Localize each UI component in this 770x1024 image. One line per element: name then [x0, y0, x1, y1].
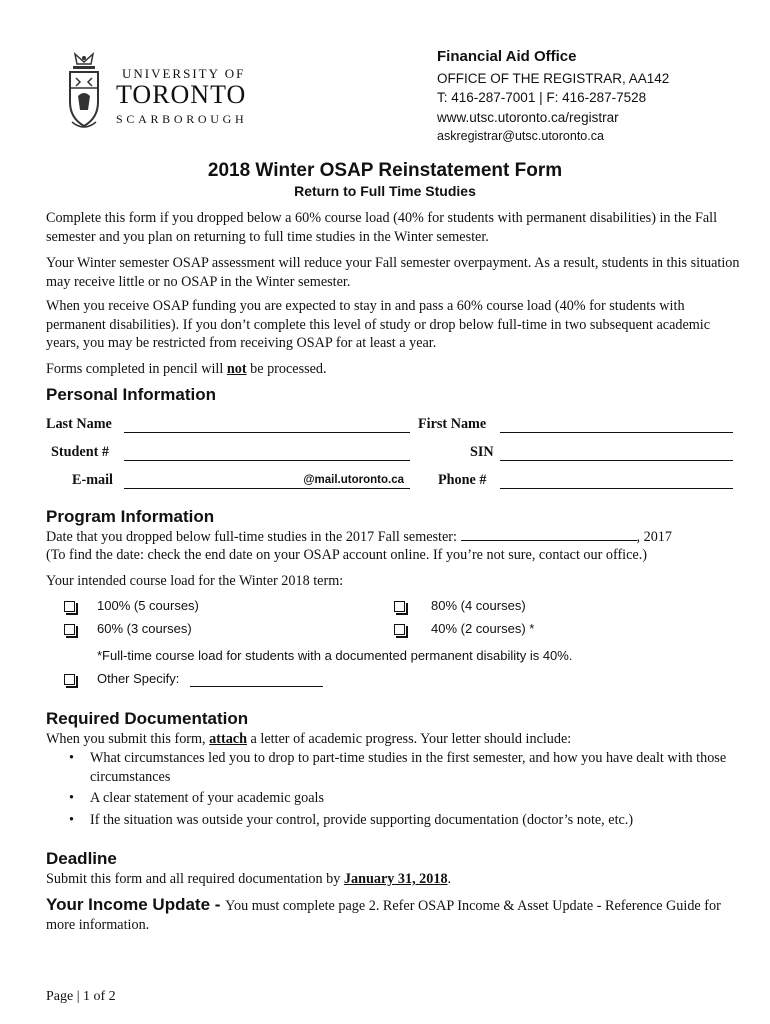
list-item: • If the situation was outside your control, provide supporting documentation (doctor’s note, etc.)	[46, 811, 736, 830]
course-load-prompt: Your intended course load for the Winter 2018 term:	[46, 573, 344, 589]
office-contact-block	[437, 47, 757, 147]
email-label: E-mail	[72, 472, 113, 488]
option-60-percent-label: 60% (3 courses)	[97, 621, 192, 636]
form-subtitle: Return to Full Time Studies	[294, 183, 476, 199]
intro-paragraph-3: When you receive OSAP funding you are expected to stay in and pass a 60% course load (40% for students with permanent disabilities). If you don’t complete this level of study or drop below full-time in two subsequent academic years, you may be restricted from receiving OSAP for at least a year.	[46, 298, 711, 351]
checkbox-80-percent[interactable]	[394, 601, 405, 612]
required-docs-list	[46, 749, 736, 829]
university-logo	[60, 44, 250, 134]
drop-date-year: , 2017	[636, 529, 672, 545]
last-name-label: Last Name	[46, 416, 112, 432]
phone-field[interactable]	[500, 472, 733, 489]
deadline-date: January 31, 2018	[343, 871, 448, 887]
deadline-text-pre: Submit this form and all required documentation by	[46, 871, 344, 887]
drop-date-prompt: Date that you dropped below full-time studies in the 2017 Fall semester:	[46, 529, 461, 545]
required-docs-intro-pre: When you submit this form,	[46, 731, 210, 747]
disability-footnote: *Full-time course load for students with a documented permanent disability is 40%.	[97, 648, 573, 663]
deadline-heading: Deadline	[46, 849, 117, 868]
last-name-field[interactable]	[124, 416, 410, 433]
student-number-label: Student #	[51, 444, 109, 460]
intro-paragraph-1: Complete this form if you dropped below a 60% course load (40% for students with permanent disabilities) in the Fall semester and you plan on returning to full time studies in the Winter semester.	[46, 210, 718, 245]
checkbox-60-percent[interactable]	[64, 624, 75, 635]
sin-label: SIN	[470, 444, 494, 460]
pencil-notice-post: be processed.	[246, 361, 327, 377]
phone-label: Phone #	[438, 472, 487, 488]
drop-date-note: (To find the date: check the end date on your OSAP account online. If you’re not sure, contact our office.)	[46, 547, 647, 563]
option-100-percent-label: 100% (5 courses)	[97, 598, 199, 613]
first-name-field[interactable]	[500, 416, 733, 433]
office-email[interactable]: askregistrar@utsc.utoronto.ca	[437, 129, 604, 143]
deadline-text	[46, 870, 746, 889]
list-item: • What circumstances led you to drop to part-time studies in the first semester, and how you have dealt with those circumstances	[46, 749, 736, 786]
list-item: • A clear statement of your academic goals	[46, 789, 736, 808]
option-other-label: Other Specify:	[97, 671, 180, 686]
income-update-block	[46, 896, 746, 934]
deadline-text-post: .	[447, 871, 452, 887]
office-address: OFFICE OF THE REGISTRAR, AA142	[437, 70, 670, 86]
email-field[interactable]	[124, 472, 410, 489]
logo-toronto: TORONTO	[116, 80, 247, 109]
pencil-notice	[46, 360, 746, 379]
page-number: Page | 1 of 2	[46, 989, 116, 1004]
sin-field[interactable]	[500, 444, 733, 461]
office-title: Financial Aid Office	[437, 48, 577, 65]
program-info-heading: Program Information	[46, 507, 215, 526]
pencil-notice-pre: Forms completed in pencil will	[46, 361, 227, 377]
other-specify-field[interactable]	[190, 670, 323, 687]
office-phone-fax: T: 416-287-7001 | F: 416-287-7528	[437, 90, 647, 105]
email-domain-suffix: @mail.utoronto.ca	[303, 474, 404, 486]
first-name-label: First Name	[418, 416, 487, 432]
option-80-percent-label: 80% (4 courses)	[431, 598, 526, 613]
income-update-heading: Your Income Update -	[46, 895, 226, 914]
office-website[interactable]: www.utsc.utoronto.ca/registrar	[437, 109, 619, 125]
form-title: 2018 Winter OSAP Reinstatement Form	[207, 160, 563, 181]
income-update-text: You must complete page 2. Refer OSAP Income & Asset Update - Reference Guide for more information.	[46, 898, 721, 933]
checkbox-40-percent[interactable]	[394, 624, 405, 635]
required-docs-intro	[46, 730, 746, 749]
student-number-field[interactable]	[124, 444, 410, 461]
drop-date-line	[46, 528, 746, 547]
pencil-notice-not: not	[226, 361, 247, 377]
required-docs-attach: attach	[209, 731, 247, 747]
personal-info-heading: Personal Information	[46, 385, 217, 404]
logo-scarborough: SCARBOROUGH	[116, 112, 248, 126]
drop-date-field[interactable]	[461, 528, 637, 541]
required-docs-heading: Required Documentation	[46, 709, 249, 728]
checkbox-other[interactable]	[64, 674, 75, 685]
option-40-percent-label: 40% (2 courses) *	[431, 621, 535, 636]
crest-icon	[66, 52, 102, 132]
checkbox-100-percent[interactable]	[64, 601, 75, 612]
logo-university-of: UNIVERSITY OF	[122, 66, 246, 81]
required-docs-intro-post: a letter of academic progress. Your letter should include:	[246, 731, 572, 747]
intro-paragraph-2: Your Winter semester OSAP assessment will reduce your Fall semester overpayment. As a result, students in this situation may receive little or no OSAP in the Winter semester.	[46, 255, 740, 290]
